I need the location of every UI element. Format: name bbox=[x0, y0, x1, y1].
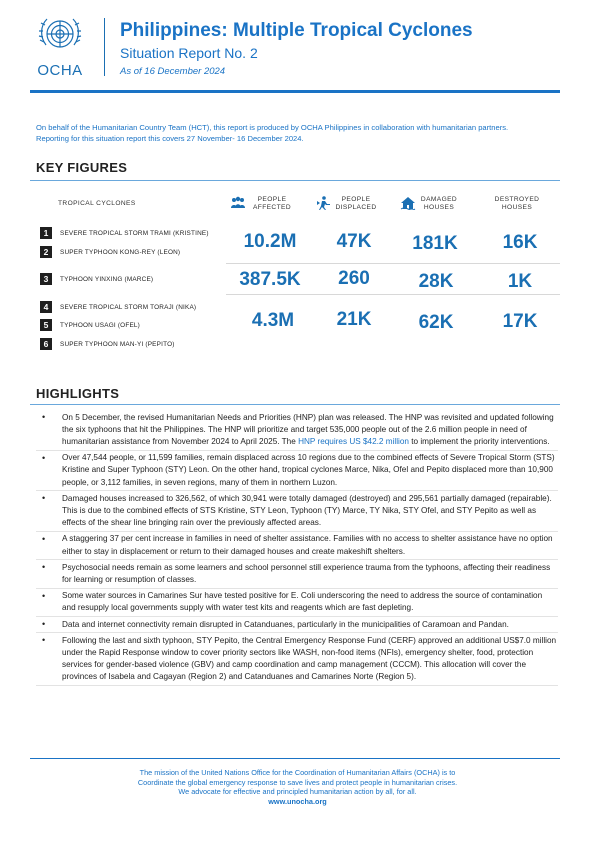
highlight-item: • Psychosocial needs remain as some learners and school personnel still experience trauma from the typhoons, affecting their readiness for learning or resumption of classes. bbox=[36, 560, 558, 588]
storm-name: SEVERE TROPICAL STORM TORAJI (NIKA) bbox=[60, 303, 197, 311]
storm-row bbox=[40, 245, 180, 259]
figure-destroyed: 16K bbox=[502, 232, 538, 253]
ocha-logo bbox=[30, 12, 90, 82]
displaced-person-icon bbox=[316, 196, 332, 210]
figure-displaced: 47K bbox=[336, 231, 372, 252]
storm-name: TYPHOON YINXING (MARCE) bbox=[60, 275, 154, 283]
storm-row bbox=[40, 272, 153, 286]
col-header-damaged-l1: DAMAGED bbox=[420, 196, 458, 203]
page-title: Philippines: Multiple Tropical Cyclones bbox=[120, 20, 473, 41]
figure-affected: 387.5K bbox=[239, 269, 301, 290]
intro-line-2: Reporting for this situation report this covers 27 November- 16 December 2024. bbox=[36, 134, 304, 143]
storm-row bbox=[40, 318, 140, 332]
report-date: As of 16 December 2024 bbox=[120, 66, 226, 77]
highlight-item: • Damaged houses increased to 326,562, of which 30,941 were totally damaged (destroyed) and 295,561 partially damaged (repairable). This is due to the combined effects of STS Kristine, STY Leon, Typhoon (TY) Marce, TY Nika, STY Ofel, and STY Pepito as well as effects of the shear line bringing rain over the previously affected areas. bbox=[36, 491, 558, 532]
highlights-list bbox=[36, 410, 558, 686]
intro-text bbox=[36, 122, 556, 144]
storm-name: TYPHOON USAGI (OFEL) bbox=[60, 321, 140, 329]
figure-destroyed: 17K bbox=[502, 311, 538, 332]
key-figures-rule bbox=[30, 180, 560, 181]
col-header-damaged-l2: HOUSES bbox=[423, 204, 455, 211]
figure-affected: 10.2M bbox=[243, 231, 297, 252]
highlight-item bbox=[36, 410, 558, 451]
highlight-text: On 5 December, the revised Humanitarian Needs and Priorities (HNP) plan was released. The HNP was revisited and updated following the six typhoons that hit the Philippines. The HNP will prioritize and target 535,000 people out of the 2.6 million people in need of humanitarian assistance from November 2024 to April 2025. The bbox=[62, 412, 554, 446]
footer-line-2: Coordinate the global emergency response to save lives and protect people in humanitarian crises. bbox=[137, 777, 458, 787]
storm-number: 4 bbox=[40, 301, 52, 313]
header-rule bbox=[30, 90, 560, 93]
footer bbox=[30, 768, 565, 806]
intro-line-1: On behalf of the Humanitarian Country Team (HCT), this report is produced by OCHA Philippines in collaboration with humanitarian partners. bbox=[36, 123, 509, 132]
figure-damaged: 28K bbox=[418, 271, 454, 292]
people-icon bbox=[230, 196, 246, 210]
figures-row-divider bbox=[226, 263, 560, 264]
col-header-destroyed bbox=[488, 196, 546, 212]
hnp-link[interactable]: HNP requires US $42.2 million bbox=[298, 436, 409, 446]
storm-number: 3 bbox=[40, 273, 52, 285]
col-header-displaced-l1: PEOPLE bbox=[341, 196, 371, 203]
figures-row-divider bbox=[226, 294, 560, 295]
storm-number: 5 bbox=[40, 319, 52, 331]
figure-damaged: 62K bbox=[418, 312, 454, 333]
col-header-damaged bbox=[414, 196, 464, 212]
storm-row bbox=[40, 337, 175, 351]
figure-affected: 4.3M bbox=[251, 310, 295, 331]
footer-line-3: We advocate for effective and principled humanitarian action by all, for all. bbox=[178, 787, 417, 796]
key-figures-title: KEY FIGURES bbox=[36, 160, 128, 175]
highlights-rule bbox=[30, 404, 560, 405]
storm-number: 6 bbox=[40, 338, 52, 350]
footer-rule bbox=[30, 758, 560, 759]
figure-destroyed: 1K bbox=[507, 271, 533, 292]
header-divider bbox=[104, 18, 105, 76]
report-header bbox=[0, 0, 595, 92]
storm-row bbox=[40, 300, 196, 314]
highlight-text: to implement the priority interventions. bbox=[408, 436, 550, 446]
col-header-cyclones: TROPICAL CYCLONES bbox=[58, 200, 136, 207]
highlights-title: HIGHLIGHTS bbox=[36, 386, 120, 401]
storm-number: 2 bbox=[40, 246, 52, 258]
storm-name: SEVERE TROPICAL STORM TRAMI (KRISTINE) bbox=[60, 229, 209, 237]
figure-displaced: 21K bbox=[336, 309, 372, 330]
col-header-displaced bbox=[332, 196, 380, 212]
highlight-item: • Some water sources in Camarines Sur have tested positive for E. Coli underscoring the need to address the source of contamination and resupply local governments supply with water test kits and reagents which are fast depleting. bbox=[36, 589, 558, 617]
figure-displaced: 260 bbox=[338, 268, 370, 289]
storm-name: SUPER TYPHOON MAN-YI (PEPITO) bbox=[60, 340, 175, 348]
highlight-item: • Over 47,544 people, or 11,599 families, remain displaced across 10 regions due to the combined effects of Severe Tropical Storm (STS) Kristine and Super Typhoon (STY) Leon. On the other hand, tropical cyclones Marce, Nika, Ofel and Pepito displaced more than 10,900 people, or 3,112 families, in seven regions, many of them in northern Luzon. bbox=[36, 451, 558, 492]
col-header-destroyed-l2: HOUSES bbox=[501, 204, 533, 211]
col-header-displaced-l2: DISPLACED bbox=[335, 204, 377, 211]
col-header-affected bbox=[250, 196, 294, 212]
org-name: OCHA bbox=[37, 62, 83, 79]
col-header-affected-l2: AFFECTED bbox=[252, 204, 291, 211]
highlight-item: • Data and internet connectivity remain disrupted in Catanduanes, particularly in the municipalities of Caramoan and Pandan. bbox=[36, 617, 558, 633]
storm-number: 1 bbox=[40, 227, 52, 239]
footer-line-1: The mission of the United Nations Office for the Coordination of Humanitarian Affairs (OCHA) is to bbox=[139, 768, 456, 777]
highlight-item: • A staggering 37 per cent increase in families in need of shelter assistance. Families with no access to shelter assistance have no option either to stay in displacement or return to their damaged houses and create makeshift shelters. bbox=[36, 532, 558, 560]
storm-row bbox=[40, 226, 209, 240]
un-emblem-icon bbox=[30, 12, 90, 60]
page-subtitle: Situation Report No. 2 bbox=[120, 45, 258, 61]
col-header-affected-l1: PEOPLE bbox=[257, 196, 287, 203]
figure-damaged: 181K bbox=[412, 233, 458, 254]
highlight-item: • Following the last and sixth typhoon, STY Pepito, the Central Emergency Response Fund (CERF) approved an additional US$7.0 million under the Rapid Response window to cover priority sectors like WASH, non-food items (NFIs), emergency shelter, food, protection services for gender-based violence (GBV) and camp coordination and camp management (CCCM). This allocation will cover the provinces of Isabela and Cagayan (Region 2) and Catanduanes and Camarines Norte (Region 5). bbox=[36, 633, 558, 686]
storm-name: SUPER TYPHOON KONG-REY (LEON) bbox=[60, 248, 181, 256]
footer-website-link[interactable]: www.unocha.org bbox=[268, 796, 327, 806]
col-header-destroyed-l1: DESTROYED bbox=[494, 196, 540, 203]
